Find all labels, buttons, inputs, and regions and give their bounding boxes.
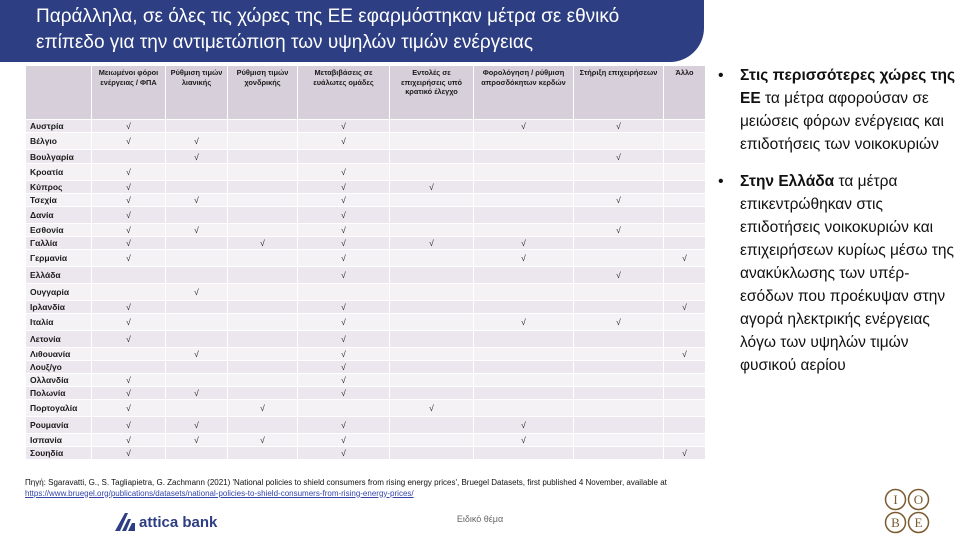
header-cell: Εντολές σε επιχειρήσεις υπό κρατικό έλεγχο [390, 66, 474, 120]
check-mark-cell: √ [298, 447, 390, 460]
check-mark-cell: √ [92, 331, 166, 348]
check-mark-cell: √ [390, 237, 474, 250]
empty-cell [474, 207, 574, 224]
empty-cell [474, 224, 574, 237]
country-cell: Σουηδία [26, 447, 92, 460]
check-mark-cell: √ [92, 301, 166, 314]
empty-cell [390, 387, 474, 400]
empty-cell [574, 417, 664, 434]
country-cell: Ιρλανδία [26, 301, 92, 314]
empty-cell [664, 434, 706, 447]
header-cell: Στήριξη επιχειρήσεων [574, 66, 664, 120]
table-row [26, 120, 706, 133]
check-mark-cell: √ [166, 434, 228, 447]
table-header-row [26, 66, 706, 120]
empty-cell [228, 150, 298, 164]
table-row [26, 447, 706, 460]
empty-cell [166, 181, 228, 194]
empty-cell [664, 224, 706, 237]
country-cell: Κύπρος [26, 181, 92, 194]
source-note [25, 478, 955, 499]
bullet-item [716, 64, 956, 156]
empty-cell [390, 133, 474, 150]
check-mark-cell: √ [664, 250, 706, 267]
check-mark-cell: √ [390, 400, 474, 417]
table-row [26, 164, 706, 181]
check-mark-cell: √ [474, 417, 574, 434]
table-row [26, 194, 706, 207]
table-row [26, 387, 706, 400]
country-cell: Λετονία [26, 331, 92, 348]
empty-cell [390, 417, 474, 434]
check-mark-cell: √ [298, 374, 390, 387]
empty-cell [228, 284, 298, 301]
table-row [26, 361, 706, 374]
empty-cell [390, 314, 474, 331]
empty-cell [574, 181, 664, 194]
empty-cell [390, 267, 474, 284]
bullet-item [716, 170, 956, 377]
check-mark-cell: √ [166, 348, 228, 361]
table-row [26, 284, 706, 301]
bullet-dot-icon: • [718, 67, 724, 84]
empty-cell [166, 314, 228, 331]
footer-label: Ειδικό θέμα [456, 514, 504, 524]
check-mark-cell: √ [166, 224, 228, 237]
country-cell: Αυστρία [26, 120, 92, 133]
check-mark-cell: √ [298, 194, 390, 207]
source-link[interactable]: https://www.bruegel.org/publications/datasets/national-policies-to-shield-consumers-from-rising-energy-prices/ [25, 488, 414, 498]
table-row [26, 348, 706, 361]
check-mark-cell: √ [298, 133, 390, 150]
check-mark-cell: √ [298, 314, 390, 331]
empty-cell [664, 207, 706, 224]
check-mark-cell: √ [92, 417, 166, 434]
empty-cell [574, 400, 664, 417]
empty-cell [228, 224, 298, 237]
empty-cell [474, 387, 574, 400]
empty-cell [228, 207, 298, 224]
empty-cell [298, 400, 390, 417]
table-row [26, 150, 706, 164]
country-cell: Ρουμανία [26, 417, 92, 434]
country-cell: Τσεχία [26, 194, 92, 207]
empty-cell [166, 267, 228, 284]
empty-cell [474, 164, 574, 181]
check-mark-cell: √ [92, 181, 166, 194]
table-row [26, 207, 706, 224]
check-mark-cell: √ [574, 194, 664, 207]
check-mark-cell: √ [92, 237, 166, 250]
country-cell: Ουγγαρία [26, 284, 92, 301]
country-cell: Λουξ/γο [26, 361, 92, 374]
empty-cell [228, 267, 298, 284]
check-mark-cell: √ [574, 150, 664, 164]
check-mark-cell: √ [298, 164, 390, 181]
table-row [26, 133, 706, 150]
empty-cell [166, 331, 228, 348]
empty-cell [228, 164, 298, 181]
empty-cell [298, 150, 390, 164]
empty-cell [474, 331, 574, 348]
iobe-letter: Ο [913, 492, 924, 507]
check-mark-cell: √ [298, 301, 390, 314]
empty-cell [228, 331, 298, 348]
empty-cell [390, 150, 474, 164]
check-mark-cell: √ [92, 400, 166, 417]
check-mark-cell: √ [92, 314, 166, 331]
empty-cell [574, 301, 664, 314]
check-mark-cell: √ [664, 447, 706, 460]
source-text: Πηγή: Sgaravatti, G., S. Tagliapietra, G. Zachmann (2021) 'National policies to shield consumers from rising energy prices', Bruegel Datasets, first published 4 November, available at [25, 478, 667, 487]
empty-cell [574, 348, 664, 361]
check-mark-cell: √ [298, 387, 390, 400]
table-row [26, 434, 706, 447]
empty-cell [166, 207, 228, 224]
empty-cell [574, 374, 664, 387]
check-mark-cell: √ [92, 207, 166, 224]
country-cell: Δανία [26, 207, 92, 224]
table-row [26, 224, 706, 237]
bullet-lead: Στις περισσότερες χώρες της ΕΕ [740, 67, 956, 107]
empty-cell [574, 434, 664, 447]
empty-cell [390, 331, 474, 348]
attica-bank-mark-icon [115, 513, 135, 531]
header-cell: Φορολόγηση / ρύθμιση απροσδόκητων κερδών [474, 66, 574, 120]
iobe-logo [884, 488, 930, 534]
empty-cell [390, 301, 474, 314]
check-mark-cell: √ [92, 120, 166, 133]
table-row [26, 331, 706, 348]
empty-cell [574, 237, 664, 250]
check-mark-cell: √ [228, 237, 298, 250]
empty-cell [474, 400, 574, 417]
table-body [26, 120, 706, 460]
check-mark-cell: √ [166, 387, 228, 400]
empty-cell [228, 194, 298, 207]
empty-cell [474, 447, 574, 460]
check-mark-cell: √ [298, 237, 390, 250]
empty-cell [664, 181, 706, 194]
check-mark-cell: √ [474, 434, 574, 447]
check-mark-cell: √ [228, 434, 298, 447]
empty-cell [228, 301, 298, 314]
empty-cell [92, 150, 166, 164]
empty-cell [298, 284, 390, 301]
empty-cell [664, 164, 706, 181]
empty-cell [166, 374, 228, 387]
empty-cell [92, 267, 166, 284]
empty-cell [228, 374, 298, 387]
empty-cell [228, 181, 298, 194]
empty-cell [390, 374, 474, 387]
empty-cell [474, 267, 574, 284]
empty-cell [574, 361, 664, 374]
empty-cell [228, 133, 298, 150]
empty-cell [664, 133, 706, 150]
empty-cell [390, 447, 474, 460]
check-mark-cell: √ [390, 181, 474, 194]
check-mark-cell: √ [298, 120, 390, 133]
country-cell: Βέλγιο [26, 133, 92, 150]
header-cell-country [26, 66, 92, 120]
country-cell: Λιθουανία [26, 348, 92, 361]
empty-cell [390, 434, 474, 447]
empty-cell [574, 447, 664, 460]
check-mark-cell: √ [574, 267, 664, 284]
table-row [26, 400, 706, 417]
check-mark-cell: √ [298, 361, 390, 374]
empty-cell [664, 361, 706, 374]
empty-cell [574, 284, 664, 301]
country-cell: Βουλγαρία [26, 150, 92, 164]
country-cell: Ιταλία [26, 314, 92, 331]
empty-cell [664, 387, 706, 400]
check-mark-cell: √ [166, 284, 228, 301]
empty-cell [228, 361, 298, 374]
table-row [26, 374, 706, 387]
check-mark-cell: √ [574, 224, 664, 237]
empty-cell [574, 164, 664, 181]
check-mark-cell: √ [166, 417, 228, 434]
check-mark-cell: √ [298, 417, 390, 434]
country-cell: Εσθονία [26, 224, 92, 237]
empty-cell [474, 150, 574, 164]
empty-cell [390, 250, 474, 267]
iobe-letter: Ε [914, 515, 923, 530]
empty-cell [228, 447, 298, 460]
table-row [26, 237, 706, 250]
empty-cell [664, 237, 706, 250]
check-mark-cell: √ [298, 331, 390, 348]
empty-cell [166, 447, 228, 460]
check-mark-cell: √ [166, 194, 228, 207]
empty-cell [474, 133, 574, 150]
empty-cell [390, 284, 474, 301]
empty-cell [166, 250, 228, 267]
check-mark-cell: √ [92, 164, 166, 181]
empty-cell [474, 301, 574, 314]
check-mark-cell: √ [92, 447, 166, 460]
iobe-letter: Β [891, 515, 900, 530]
check-mark-cell: √ [92, 434, 166, 447]
table-row [26, 181, 706, 194]
check-mark-cell: √ [298, 224, 390, 237]
bullet-text: τα μέτρα επικεντρώθηκαν στις επιδοτήσεις νοικοκυριών και επιχειρήσεων κυρίως μέσω της ανακύκλωσης των υπέρ-εσόδων που προέκυψαν στην αγορά ηλεκτρικής ενέργειας λόγω των υψηλών τιμών φυσικού αερίου [740, 173, 955, 374]
country-cell: Γαλλία [26, 237, 92, 250]
empty-cell [664, 284, 706, 301]
empty-cell [92, 348, 166, 361]
empty-cell [390, 120, 474, 133]
check-mark-cell: √ [228, 400, 298, 417]
empty-cell [574, 387, 664, 400]
empty-cell [664, 400, 706, 417]
table-row [26, 250, 706, 267]
empty-cell [664, 374, 706, 387]
empty-cell [474, 361, 574, 374]
bullet-list [716, 64, 956, 391]
measures-table [25, 65, 706, 460]
check-mark-cell: √ [474, 120, 574, 133]
empty-cell [166, 164, 228, 181]
empty-cell [474, 348, 574, 361]
empty-cell [390, 194, 474, 207]
empty-cell [664, 150, 706, 164]
title-line-1: Παράλληλα, σε όλες τις χώρες της ΕΕ εφαρμόστηκαν μέτρα σε εθνικό [36, 6, 620, 27]
attica-bank-name: attica bank [139, 513, 218, 531]
country-cell: Ελλάδα [26, 267, 92, 284]
check-mark-cell: √ [92, 194, 166, 207]
empty-cell [390, 224, 474, 237]
country-cell: Ισπανία [26, 434, 92, 447]
check-mark-cell: √ [298, 250, 390, 267]
bullet-text: τα μέτρα αφορούσαν σε μειώσεις φόρων ενέργειας και επιδοτήσεις των νοικοκυριών [740, 90, 944, 153]
title-line-2: επίπεδο για την αντιμετώπιση των υψηλών τιμών ενέργειας [36, 32, 534, 53]
check-mark-cell: √ [92, 387, 166, 400]
attica-bank-logo [115, 513, 217, 531]
check-mark-cell: √ [474, 314, 574, 331]
header-cell: Ρύθμιση τιμών χονδρικής [228, 66, 298, 120]
empty-cell [390, 164, 474, 181]
empty-cell [664, 417, 706, 434]
empty-cell [574, 250, 664, 267]
empty-cell [228, 387, 298, 400]
empty-cell [474, 194, 574, 207]
check-mark-cell: √ [574, 120, 664, 133]
empty-cell [228, 250, 298, 267]
country-cell: Γερμανία [26, 250, 92, 267]
empty-cell [664, 314, 706, 331]
check-mark-cell: √ [298, 181, 390, 194]
empty-cell [390, 207, 474, 224]
check-mark-cell: √ [298, 207, 390, 224]
check-mark-cell: √ [298, 267, 390, 284]
country-cell: Κροατία [26, 164, 92, 181]
check-mark-cell: √ [474, 250, 574, 267]
empty-cell [92, 284, 166, 301]
check-mark-cell: √ [574, 314, 664, 331]
empty-cell [574, 331, 664, 348]
check-mark-cell: √ [92, 133, 166, 150]
empty-cell [228, 314, 298, 331]
iobe-letter: Ι [893, 492, 898, 507]
empty-cell [228, 417, 298, 434]
check-mark-cell: √ [664, 348, 706, 361]
table-row [26, 417, 706, 434]
empty-cell [664, 267, 706, 284]
check-mark-cell: √ [166, 133, 228, 150]
empty-cell [664, 194, 706, 207]
country-cell: Πολωνία [26, 387, 92, 400]
empty-cell [390, 361, 474, 374]
empty-cell [166, 301, 228, 314]
header-cell: Άλλο [664, 66, 706, 120]
check-mark-cell: √ [298, 348, 390, 361]
header-cell: Μεταβιβάσεις σε ευάλωτες ομάδες [298, 66, 390, 120]
check-mark-cell: √ [92, 374, 166, 387]
empty-cell [228, 120, 298, 133]
country-cell: Πορτογαλία [26, 400, 92, 417]
table-row [26, 301, 706, 314]
empty-cell [166, 400, 228, 417]
country-cell: Ολλανδία [26, 374, 92, 387]
header-cell: Μειωμένοι φόροι ενέργειας / ΦΠΑ [92, 66, 166, 120]
bullet-dot-icon: • [718, 173, 724, 190]
empty-cell [166, 361, 228, 374]
empty-cell [474, 284, 574, 301]
empty-cell [574, 207, 664, 224]
empty-cell [664, 331, 706, 348]
table-row [26, 314, 706, 331]
check-mark-cell: √ [664, 301, 706, 314]
header-cell: Ρύθμιση τιμών λιανικής [166, 66, 228, 120]
empty-cell [474, 374, 574, 387]
empty-cell [166, 120, 228, 133]
check-mark-cell: √ [166, 150, 228, 164]
table-row [26, 267, 706, 284]
empty-cell [92, 361, 166, 374]
empty-cell [228, 348, 298, 361]
check-mark-cell: √ [92, 224, 166, 237]
check-mark-cell: √ [92, 250, 166, 267]
empty-cell [474, 181, 574, 194]
title-banner [0, 0, 704, 62]
empty-cell [390, 348, 474, 361]
empty-cell [574, 133, 664, 150]
empty-cell [664, 120, 706, 133]
check-mark-cell: √ [474, 237, 574, 250]
empty-cell [166, 237, 228, 250]
check-mark-cell: √ [298, 434, 390, 447]
bullet-lead: Στην Ελλάδα [740, 173, 835, 190]
